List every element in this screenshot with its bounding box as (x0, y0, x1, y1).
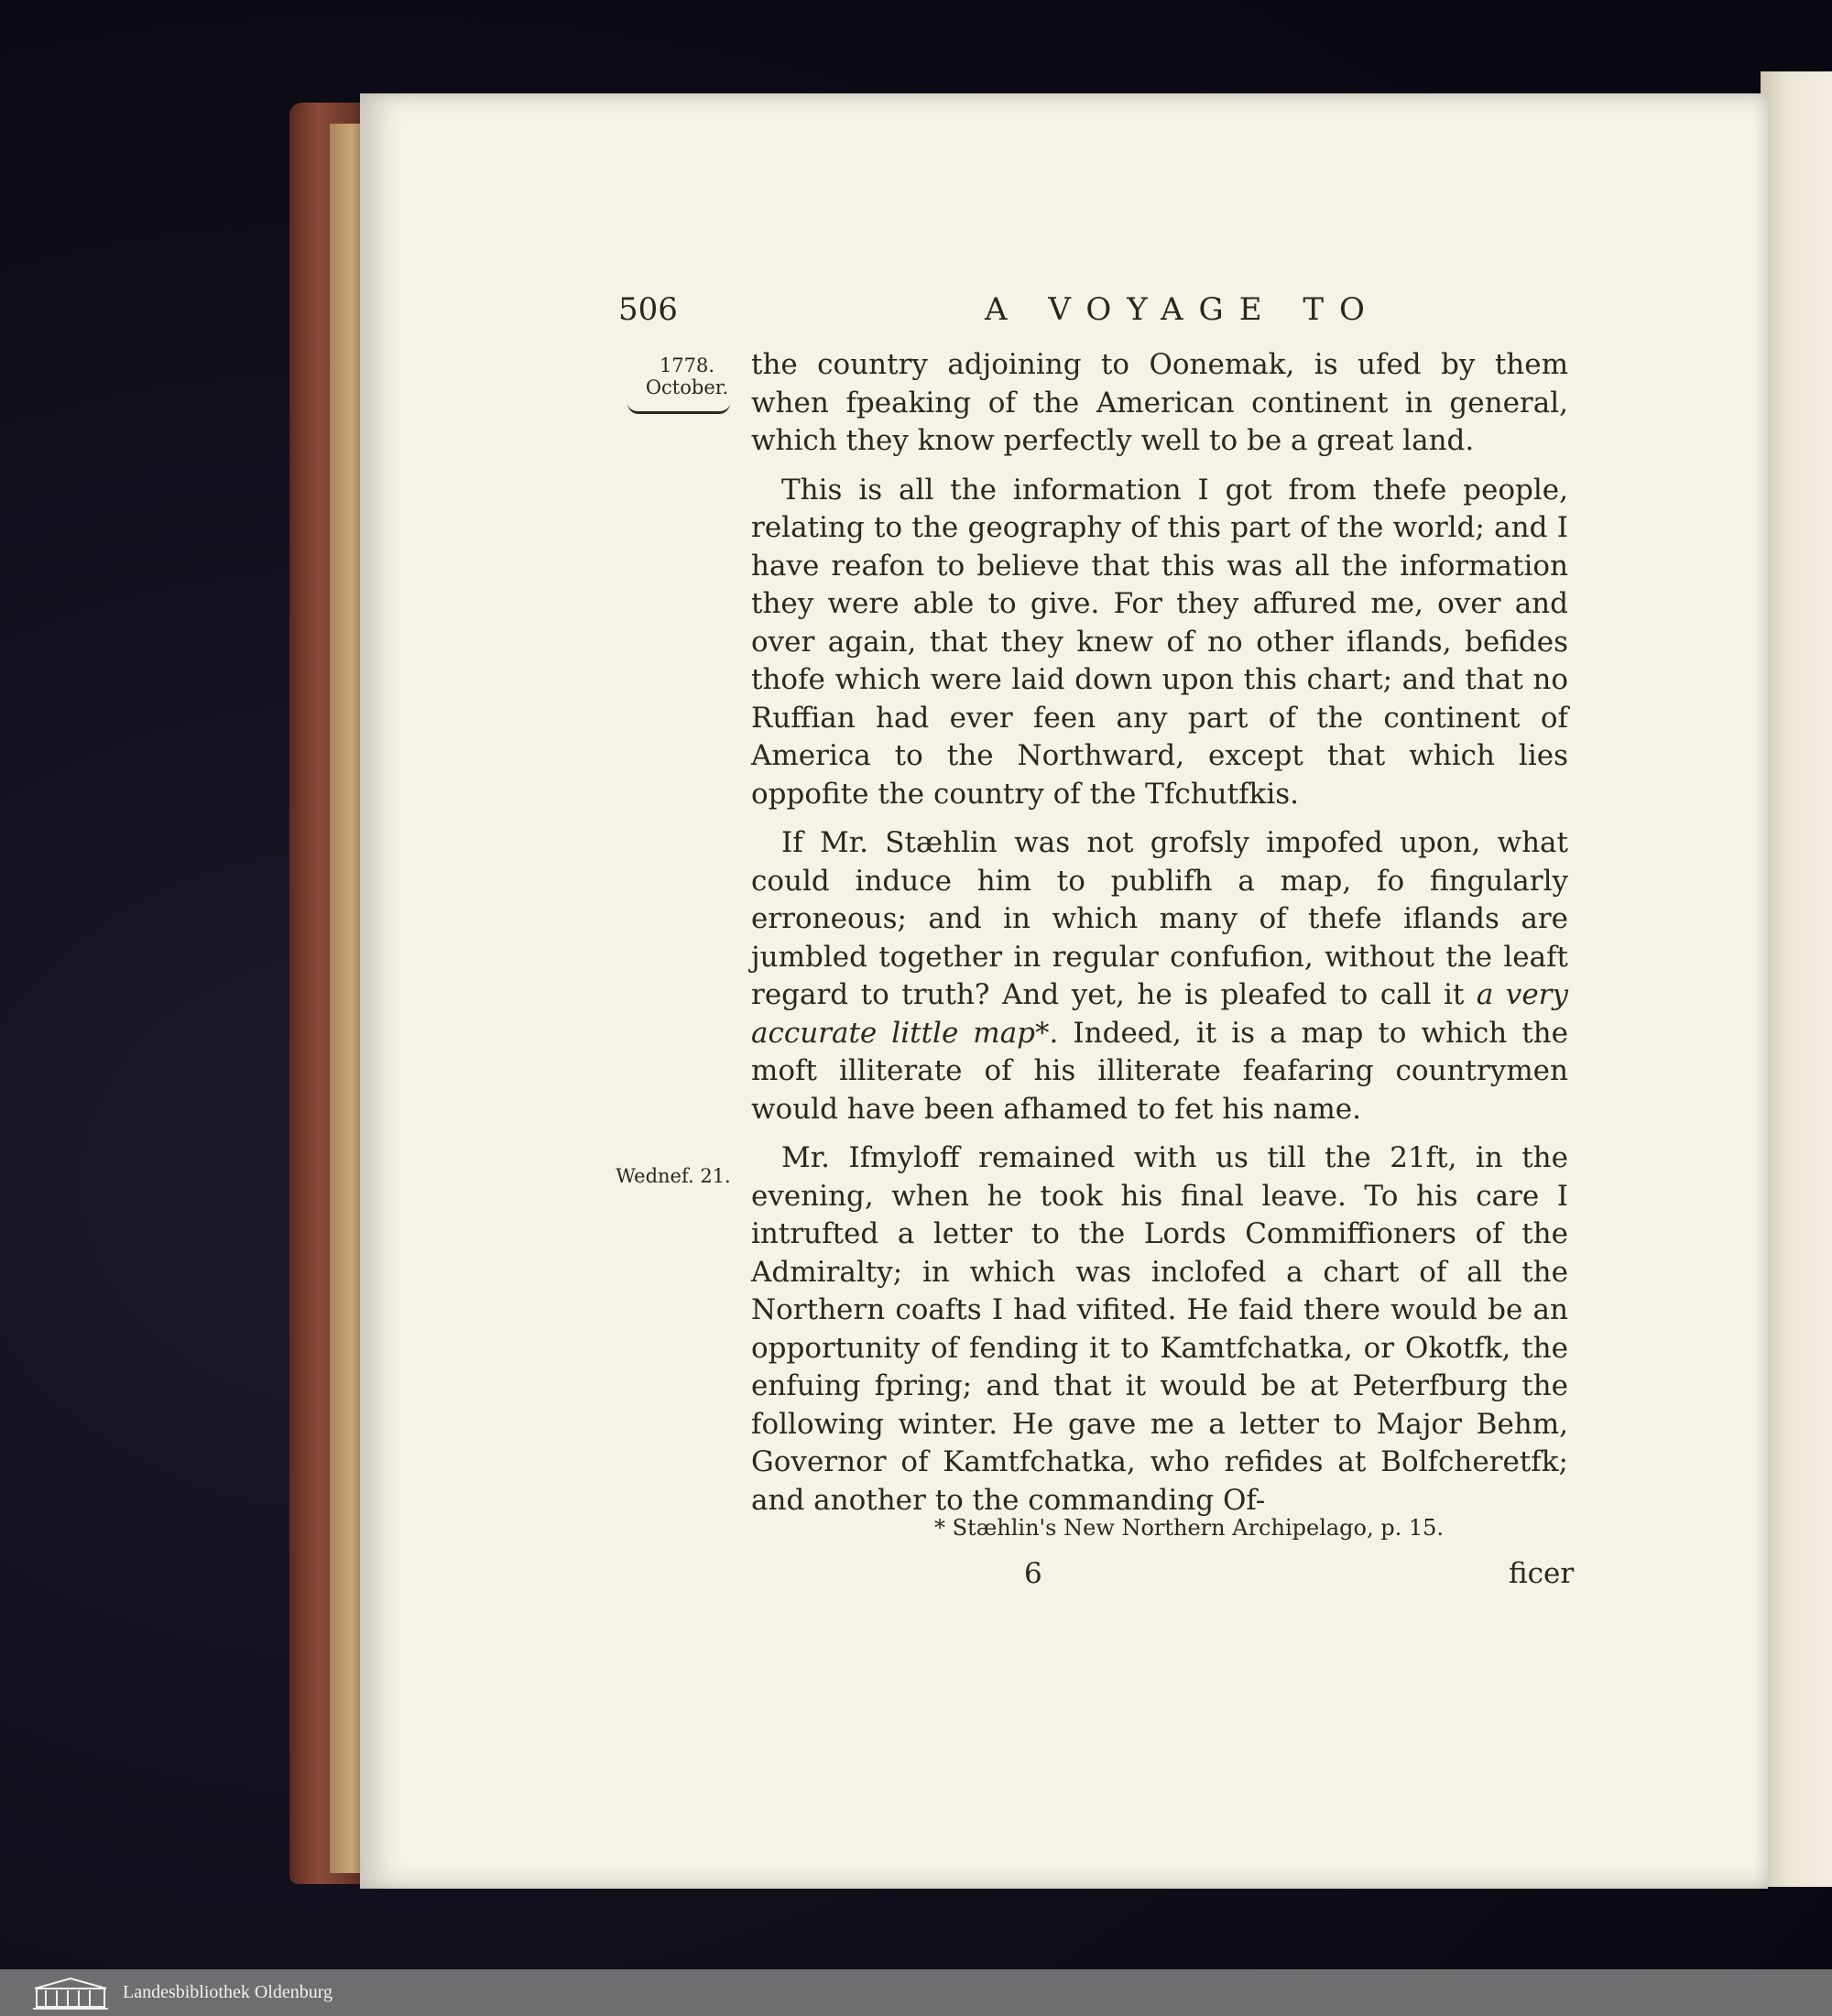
italic-phrase: a very accurate little map (751, 978, 1569, 1050)
running-head: A VOYAGE TO (985, 291, 1380, 328)
paragraph-3 (751, 824, 1568, 1128)
paragraph-1: the country adjoining to Oonemak, is ufed by them when fpeaking of the American continent in general, which they know perfectly well to be a great land. (751, 348, 1568, 457)
margin-month: October. (645, 376, 729, 398)
margin-brace (627, 398, 730, 414)
library-building-icon (31, 1976, 110, 2011)
page-number: 506 (618, 291, 678, 328)
body-text (751, 346, 1568, 1520)
paragraph-3-start: If Mr. Stæhlin was not grofsly impofed upon, what could induce him to publifh a map, fo fingularly erroneous; and in which many of thefe iflands are jumbled together in regular confufion, without the leaft regard to truth? And yet, he is pleafed to call it (751, 826, 1568, 1011)
margin-note-year (632, 354, 742, 398)
catchword: ficer (1509, 1557, 1575, 1590)
footer-label: Landesbibliothek Oldenburg (123, 1982, 333, 2002)
paragraph-2: This is all the information I got from thefe people, relating to the geography of this part of the world; and I have reafon to believe that this was all the information they were able to give. For they affured me, over and over again, that they knew of no other iflands, befides thofe which were laid down upon this chart; and that no Ruffian had ever feen any part of the continent of America to the Northward, except that which lies oppofite the country of the Tfchutfkis. (751, 473, 1568, 811)
paragraph-3-end: *. Indeed, it is a map to which the moft illiterate of his illiterate feafaring countrymen would have been afhamed to fet his name. (751, 1016, 1568, 1126)
paragraph-4: Mr. Ifmyloff remained with us till the 21ft, in the evening, when he took his final leave. To his care I intrufted a letter to the Lords Commiffioners of the Admiralty; in which was inclofed a chart of all the Northern coafts I had vifited. He faid there would be an opportunity of fending it to Kamtfchatka, or Okotfk, the enfuing fpring; and that it would be at Peterfburg the following winter. He gave me a letter to Major Behm, Governor of Kamtfchatka, who refides at Bolfcheretfk; and another to the commanding Of- (751, 1141, 1568, 1517)
footer-bar (0, 1969, 1832, 2016)
margin-year: 1778. (659, 354, 715, 376)
facing-page-edge (1761, 71, 1832, 1887)
signature-mark: 6 (1024, 1557, 1042, 1590)
margin-note-date: Wednef. 21. (616, 1165, 731, 1187)
footnote: * Stæhlin's New Northern Archipelago, p. 15. (934, 1515, 1445, 1541)
